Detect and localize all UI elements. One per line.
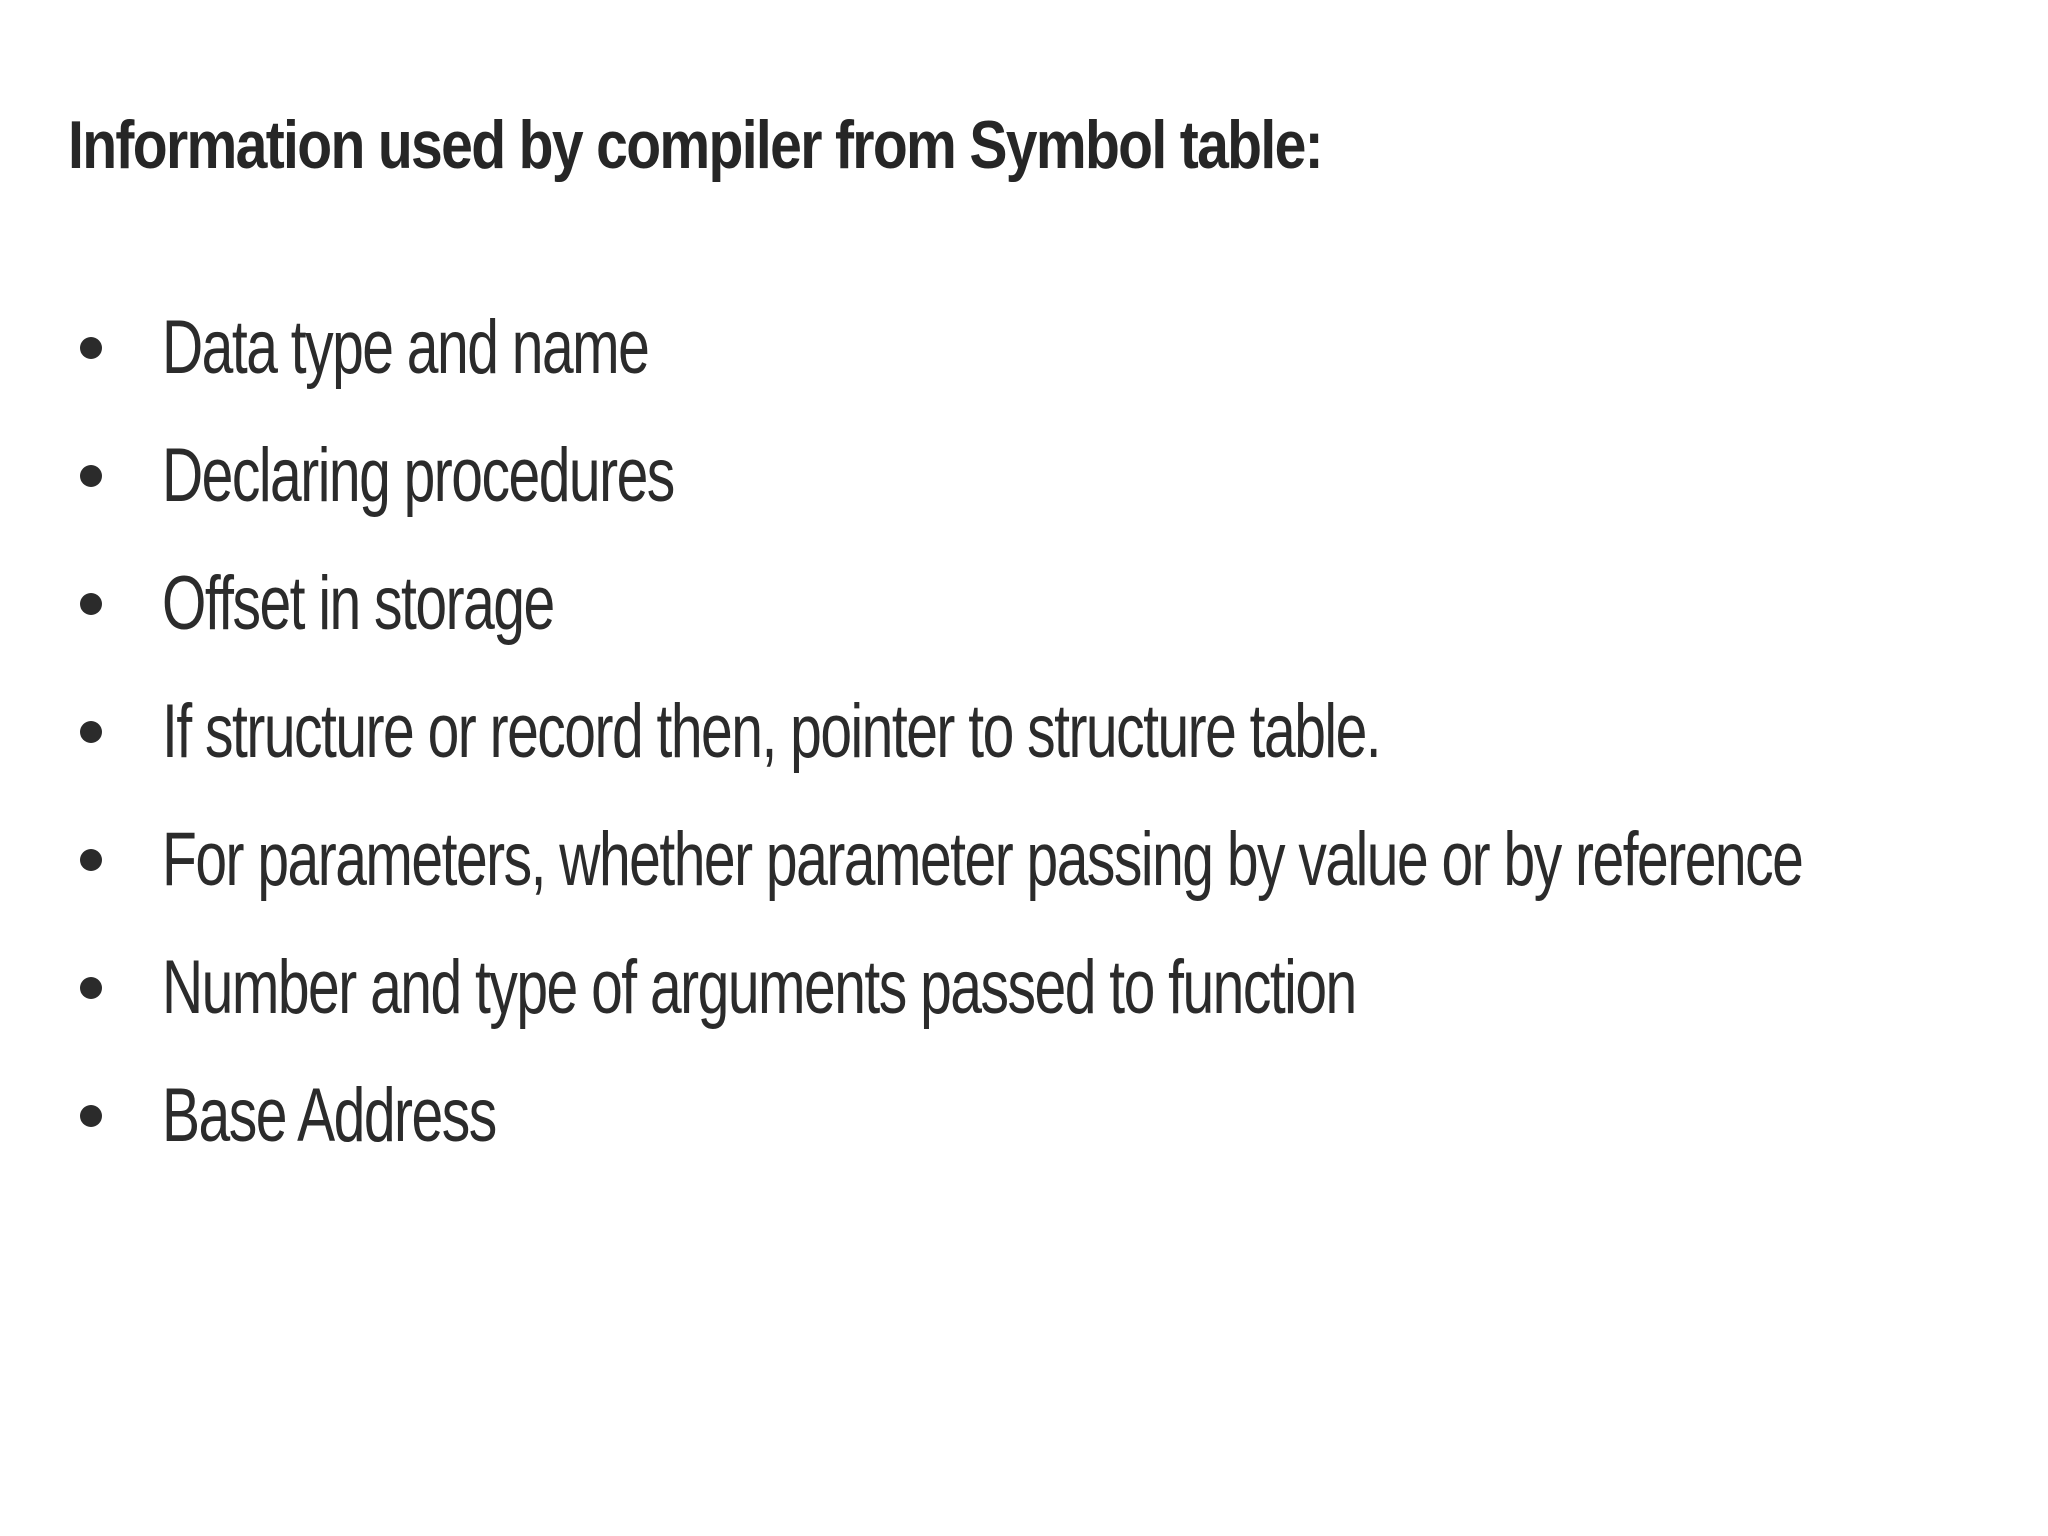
- list-item: [80, 1052, 2048, 1180]
- list-item-text: If structure or record then, pointer to structure table.: [162, 689, 1381, 774]
- list-item-text: Offset in storage: [162, 561, 554, 646]
- bullet-list: [80, 284, 2048, 1180]
- bullet-icon: [80, 721, 102, 743]
- list-item-text: Data type and name: [162, 305, 649, 390]
- bullet-icon: [80, 593, 102, 615]
- list-item: [80, 540, 2048, 668]
- bullet-icon: [80, 465, 102, 487]
- list-item: [80, 412, 2048, 540]
- bullet-icon: [80, 1105, 102, 1127]
- list-item: [80, 284, 2048, 412]
- list-item-text: Declaring procedures: [162, 433, 674, 518]
- list-item-text: Number and type of arguments passed to function: [162, 945, 1356, 1030]
- list-item-text: For parameters, whether parameter passing by value or by reference: [162, 817, 1803, 902]
- list-item: [80, 796, 2048, 924]
- bullet-icon: [80, 977, 102, 999]
- list-item-text: Base Address: [162, 1073, 496, 1158]
- list-item: [80, 924, 2048, 1052]
- slide-title: Information used by compiler from Symbol table:: [68, 107, 1323, 183]
- list-item: [80, 668, 2048, 796]
- bullet-icon: [80, 337, 102, 359]
- bullet-icon: [80, 849, 102, 871]
